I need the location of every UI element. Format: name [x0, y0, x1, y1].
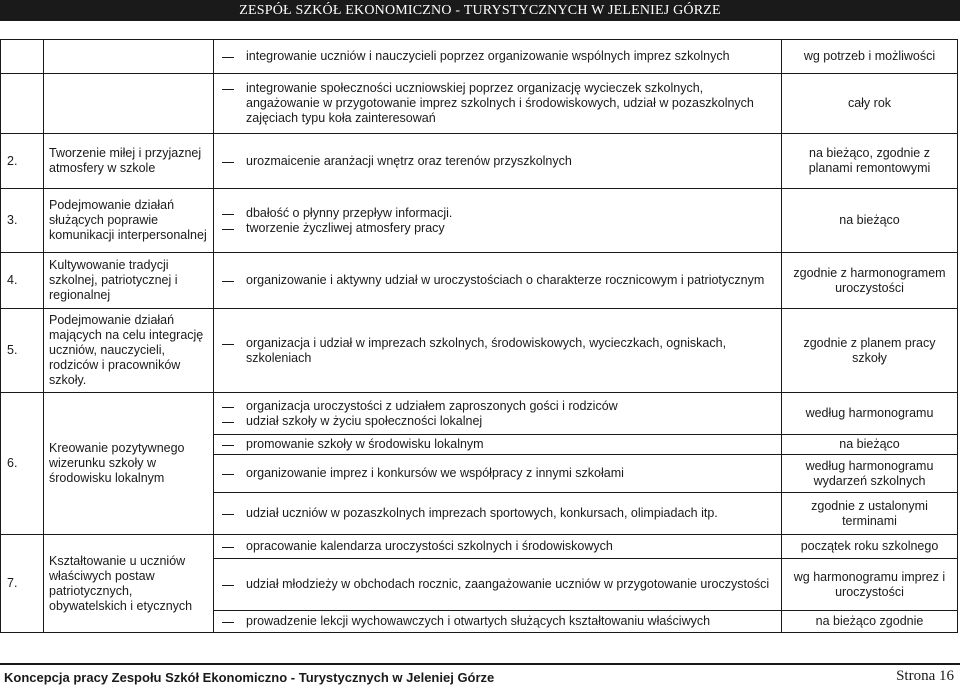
task-item: organizowanie imprez i konkursów we współpracy z innymi szkołami [218, 466, 777, 481]
table-row [1, 309, 958, 393]
objective-cell: Kreowanie pozytywnego wizerunku szkoły w środowisku lokalnym [44, 393, 214, 535]
task-item: opracowanie kalendarza uroczystości szkolnych i środowiskowych [218, 539, 777, 554]
term-cell: na bieżąco zgodnie [782, 611, 958, 633]
task-cell [214, 40, 782, 74]
task-item: integrowanie społeczności uczniowskiej poprzez organizację wycieczek szkolnych, angażowanie w przygotowanie imprez szkolnych i środowiskowych, udział w pozaszkolnych zajęciach typu koła zainteresowań [218, 81, 777, 126]
number-cell: 3. [1, 189, 44, 253]
term-cell: według harmonogramu wydarzeń szkolnych [782, 455, 958, 493]
task-item: organizacja i udział w imprezach szkolnych, środowiskowych, wycieczkach, ogniskach, szkoleniach [218, 336, 777, 366]
task-cell [214, 435, 782, 455]
table-row [1, 393, 958, 435]
number-cell: 6. [1, 393, 44, 535]
task-cell [214, 309, 782, 393]
task-item: dbałość o płynny przepływ informacji. [218, 206, 777, 221]
term-cell: zgodnie z planem pracy szkoły [782, 309, 958, 393]
task-cell [214, 74, 782, 134]
term-cell: wg potrzeb i możliwości [782, 40, 958, 74]
objective-cell: Podejmowanie działań mających na celu integrację uczniów, nauczycieli, rodziców i pracowników szkoły. [44, 309, 214, 393]
task-item: promowanie szkoły w środowisku lokalnym [218, 437, 777, 452]
task-item: organizacja uroczystości z udziałem zaproszonych gości i rodziców [218, 399, 777, 414]
task-item: prowadzenie lekcji wychowawczych i otwartych służących kształtowaniu właściwych [218, 614, 777, 629]
task-item: tworzenie życzliwej atmosfery pracy [218, 221, 777, 236]
task-item: integrowanie uczniów i nauczycieli poprzez organizowanie wspólnych imprez szkolnych [218, 49, 777, 64]
task-item: udział młodzieży w obchodach rocznic, zaangażowanie uczniów w przygotowanie uroczystości [218, 577, 777, 592]
task-cell [214, 455, 782, 493]
objective-cell [44, 74, 214, 134]
table-row [1, 253, 958, 309]
footer-title: Koncepcja pracy Zespołu Szkół Ekonomiczno - Turystycznych w Jeleniej Górze [4, 670, 495, 685]
table-row [1, 134, 958, 189]
table-row [1, 189, 958, 253]
page-header: ZESPÓŁ SZKÓŁ EKONOMICZNO - TURYSTYCZNYCH W JELENIEJ GÓRZE [0, 0, 960, 21]
task-cell [214, 611, 782, 633]
task-item: urozmaicenie aranżacji wnętrz oraz terenów przyszkolnych [218, 154, 777, 169]
term-cell: na bieżąco, zgodnie z planami remontowymi [782, 134, 958, 189]
objective-cell [44, 40, 214, 74]
objective-cell: Tworzenie miłej i przyjaznej atmosfery w szkole [44, 134, 214, 189]
term-cell: cały rok [782, 74, 958, 134]
objective-cell: Kształtowanie u uczniów właściwych postaw patriotycznych, obywatelskich i etycznych [44, 535, 214, 633]
plan-table [0, 39, 958, 633]
task-cell [214, 189, 782, 253]
task-item: udział uczniów w pozaszkolnych imprezach sportowych, konkursach, olimpiadach itp. [218, 506, 777, 521]
number-cell: 2. [1, 134, 44, 189]
term-cell: na bieżąco [782, 435, 958, 455]
number-cell: 4. [1, 253, 44, 309]
table-row [1, 74, 958, 134]
objective-cell: Podejmowanie działań służących poprawie komunikacji interpersonalnej [44, 189, 214, 253]
task-item: udział szkoły w życiu społeczności lokalnej [218, 414, 777, 429]
number-cell [1, 74, 44, 134]
objective-cell: Kultywowanie tradycji szkolnej, patriotycznej i regionalnej [44, 253, 214, 309]
number-cell: 7. [1, 535, 44, 633]
table-row [1, 535, 958, 559]
page-number: Strona 16 [896, 668, 954, 684]
task-cell [214, 134, 782, 189]
number-cell [1, 40, 44, 74]
page-footer [0, 663, 960, 689]
term-cell: wg harmonogramu imprez i uroczystości [782, 559, 958, 611]
task-cell [214, 393, 782, 435]
term-cell: według harmonogramu [782, 393, 958, 435]
term-cell: zgodnie z ustalonymi terminami [782, 493, 958, 535]
task-cell [214, 559, 782, 611]
task-cell [214, 253, 782, 309]
table-row [1, 40, 958, 74]
number-cell: 5. [1, 309, 44, 393]
task-cell [214, 493, 782, 535]
term-cell: początek roku szkolnego [782, 535, 958, 559]
task-cell [214, 535, 782, 559]
task-item: organizowanie i aktywny udział w uroczystościach o charakterze rocznicowym i patriotycznym [218, 273, 777, 288]
term-cell: zgodnie z harmonogramem uroczystości [782, 253, 958, 309]
term-cell: na bieżąco [782, 189, 958, 253]
